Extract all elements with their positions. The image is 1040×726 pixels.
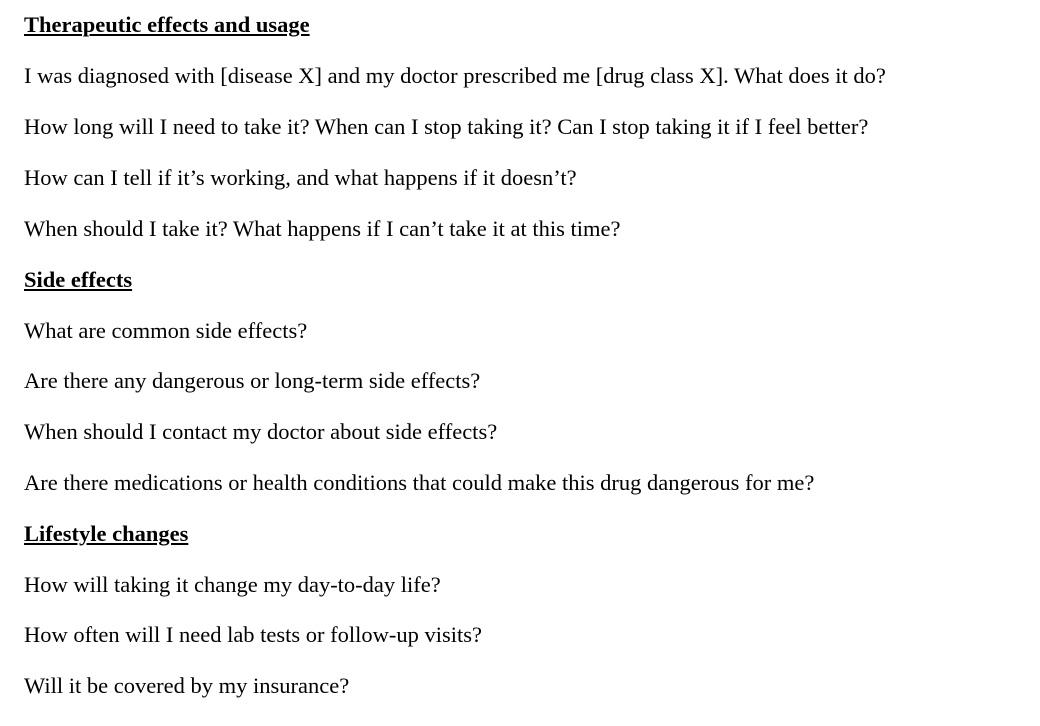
section-heading-therapeutic-effects: Therapeutic effects and usage xyxy=(24,12,310,37)
question-item: How long will I need to take it? When can I stop taking it? Can I stop taking it if I feel better? xyxy=(24,114,869,139)
question-item: How often will I need lab tests or follow-up visits? xyxy=(24,622,483,647)
question-item: When should I take it? What happens if I can’t take it at this time? xyxy=(24,216,621,241)
question-item: Are there any dangerous or long-term side effects? xyxy=(24,368,481,393)
question-item: When should I contact my doctor about side effects? xyxy=(24,419,498,444)
question-item: Will it be covered by my insurance? xyxy=(24,673,350,698)
question-item: What are common side effects? xyxy=(24,318,308,343)
question-item: How can I tell if it’s working, and what happens if it doesn’t? xyxy=(24,165,577,190)
section-heading-lifestyle-changes: Lifestyle changes xyxy=(24,521,189,546)
question-item: How will taking it change my day-to-day life? xyxy=(24,572,441,597)
question-item: Are there medications or health conditions that could make this drug dangerous for me? xyxy=(24,470,815,495)
question-item: I was diagnosed with [disease X] and my doctor prescribed me [drug class X]. What does it do? xyxy=(24,63,886,88)
section-heading-side-effects: Side effects xyxy=(24,267,133,292)
